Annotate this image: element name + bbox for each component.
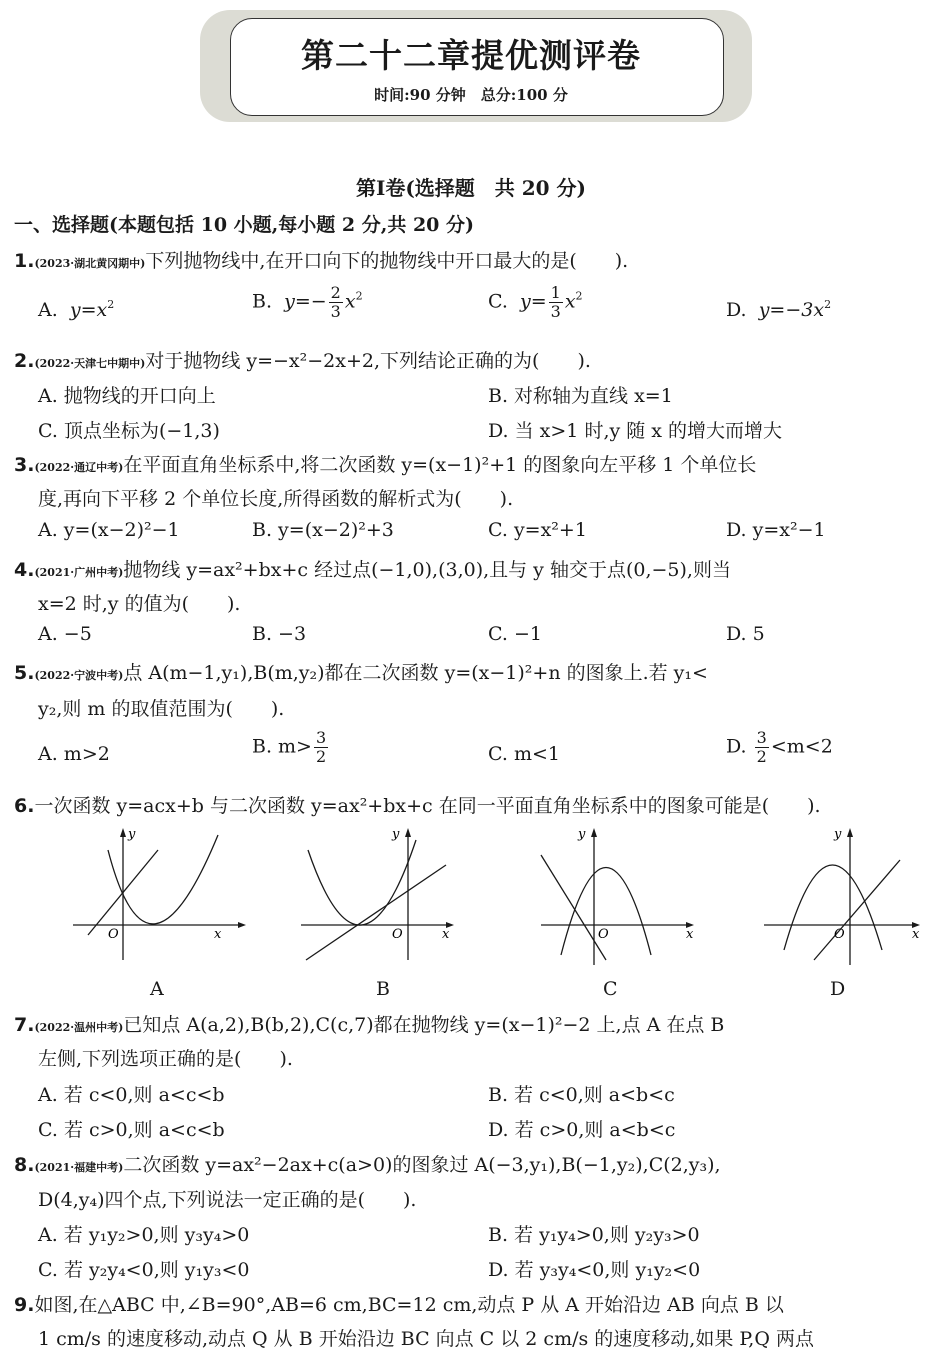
q7-option-a: A. 若 c<0,则 a<c<b <box>38 1084 225 1106</box>
svg-text:y: y <box>834 827 842 842</box>
q7-option-d: D. 若 c>0,则 a<b<c <box>488 1119 676 1141</box>
svg-text:x: x <box>686 927 694 942</box>
question-7: 7.(2022·温州中考)已知点 A(a,2),B(b,2),C(c,7)都在抛物线 y=(x−1)²−2 上,点 A 在点 B <box>14 1014 725 1036</box>
graph-d-label: D <box>830 978 846 1000</box>
q4-option-b: B. −3 <box>252 623 307 645</box>
question-8-line2: D(4,y₄)四个点,下列说法一定正确的是( ). <box>38 1189 417 1211</box>
origin-label: O <box>108 927 119 942</box>
svg-text:x: x <box>912 927 920 942</box>
question-4-line2: x=2 时,y 的值为( ). <box>38 593 241 615</box>
q8-option-a: A. 若 y₁y₂>0,则 y₃y₄>0 <box>38 1224 250 1246</box>
q2-option-d: D. 当 x>1 时,y 随 x 的增大而增大 <box>488 420 783 442</box>
q8-option-b: B. 若 y₁y₄>0,则 y₂y₃>0 <box>488 1224 700 1246</box>
q1-option-b: B. y=− $\frac{2}{3}$ $x^2$ <box>252 283 363 321</box>
svg-text:O: O <box>392 927 403 942</box>
question-3-line2: 度,再向下平移 2 个单位长度,所得函数的解析式为( ). <box>38 488 514 510</box>
q1-option-d: D. $y=-3x^2$ <box>726 298 832 321</box>
line <box>306 865 446 960</box>
q7-option-b: B. 若 c<0,则 a<b<c <box>488 1084 675 1106</box>
question-9: 9.如图,在△ABC 中,∠B=90°,AB=6 cm,BC=12 cm,动点 P 从 A 开始沿边 AB 向点 B 以 <box>14 1294 784 1316</box>
q5-option-c: C. m<1 <box>488 743 560 765</box>
question-7-line2: 左侧,下列选项正确的是( ). <box>38 1048 293 1070</box>
graph-b-label: B <box>376 978 390 1000</box>
graph-a-label: A <box>150 978 164 1000</box>
q3-option-b: B. y=(x−2)²+3 <box>252 519 394 541</box>
question-4: 4.(2021·广州中考)抛物线 y=ax²+bx+c 经过点(−1,0),(3,0),且与 y 轴交于点(0,−5),则当 <box>14 559 731 581</box>
q3-option-d: D. y=x²−1 <box>726 519 826 541</box>
q5-option-d: D. $\frac{3}{2}$ <m<2 <box>726 728 833 766</box>
part-heading: 一、选择题(本题包括 10 小题,每小题 2 分,共 20 分) <box>14 214 474 236</box>
question-3: 3.(2022·通辽中考)在平面直角坐标系中,将二次函数 y=(x−1)²+1 的图象向左平移 1 个单位长 <box>14 454 757 476</box>
exam-info: 时间:90 分钟 总分:100 分 <box>374 86 568 104</box>
question-8: 8.(2021·福建中考)二次函数 y=ax²−2ax+c(a>0)的图象过 A(−3,y₁),B(−1,y₂),C(2,y₃), <box>14 1154 721 1176</box>
question-5-line2: y₂,则 m 的取值范围为( ). <box>38 698 285 720</box>
q4-option-a: A. −5 <box>38 623 92 645</box>
q3-option-a: A. y=(x−2)²−1 <box>38 519 180 541</box>
q2-option-c: C. 顶点坐标为(−1,3) <box>38 420 220 442</box>
y-label: y <box>128 827 136 842</box>
svg-text:y: y <box>392 827 400 842</box>
question-9-line2: 1 cm/s 的速度移动,动点 Q 从 B 开始沿边 BC 向点 C 以 2 cm/s 的速度移动,如果 P,Q 两点 <box>38 1328 814 1350</box>
graph-a <box>68 820 248 970</box>
question-6: 6.一次函数 y=acx+b 与二次函数 y=ax²+bx+c 在同一平面直角坐标系中的图象可能是( ). <box>14 795 821 817</box>
q3-option-c: C. y=x²+1 <box>488 519 587 541</box>
q8-option-c: C. 若 y₂y₄<0,则 y₁y₃<0 <box>38 1259 250 1281</box>
section-title: 第Ⅰ卷(选择题 共 20 分) <box>355 176 587 200</box>
q2-option-b: B. 对称轴为直线 x=1 <box>488 385 673 407</box>
parabola <box>108 835 218 924</box>
q5-option-b: B. m> $\frac{3}{2}$ <box>252 728 327 766</box>
graph-c <box>536 820 716 970</box>
parabola <box>308 840 416 925</box>
graph-c-label: C <box>603 978 618 1000</box>
q1-option-c: C. y= $\frac{1}{3}$ $x^2$ <box>488 283 583 321</box>
graph-b <box>296 820 476 970</box>
svg-text:x: x <box>442 927 450 942</box>
svg-text:O: O <box>598 927 609 942</box>
q1-option-a: A. $y=x^2$ <box>38 298 115 321</box>
q2-option-a: A. 抛物线的开口向上 <box>38 385 216 407</box>
q7-option-c: C. 若 c>0,则 a<c<b <box>38 1119 225 1141</box>
q4-option-c: C. −1 <box>488 623 542 645</box>
svg-text:y: y <box>578 827 586 842</box>
question-2: 2.(2022·天津七中期中)对于抛物线 y=−x²−2x+2,下列结论正确的为( ). <box>14 350 591 372</box>
question-5: 5.(2022·宁波中考)点 A(m−1,y₁),B(m,y₂)都在二次函数 y=(x−1)²+n 的图象上.若 y₁< <box>14 662 708 684</box>
line <box>814 860 900 960</box>
q8-option-d: D. 若 y₃y₄<0,则 y₁y₂<0 <box>488 1259 701 1281</box>
q4-option-d: D. 5 <box>726 623 765 645</box>
x-label: x <box>214 927 222 942</box>
question-1: 1.(2023·湖北黄冈期中)下列抛物线中,在开口向下的抛物线中开口最大的是( ). <box>14 250 629 272</box>
q5-option-a: A. m>2 <box>38 743 110 765</box>
line <box>541 855 606 960</box>
page-title: 第二十二章提优测评卷 <box>301 36 641 75</box>
graph-d <box>762 820 942 970</box>
svg-text:O: O <box>834 927 845 942</box>
